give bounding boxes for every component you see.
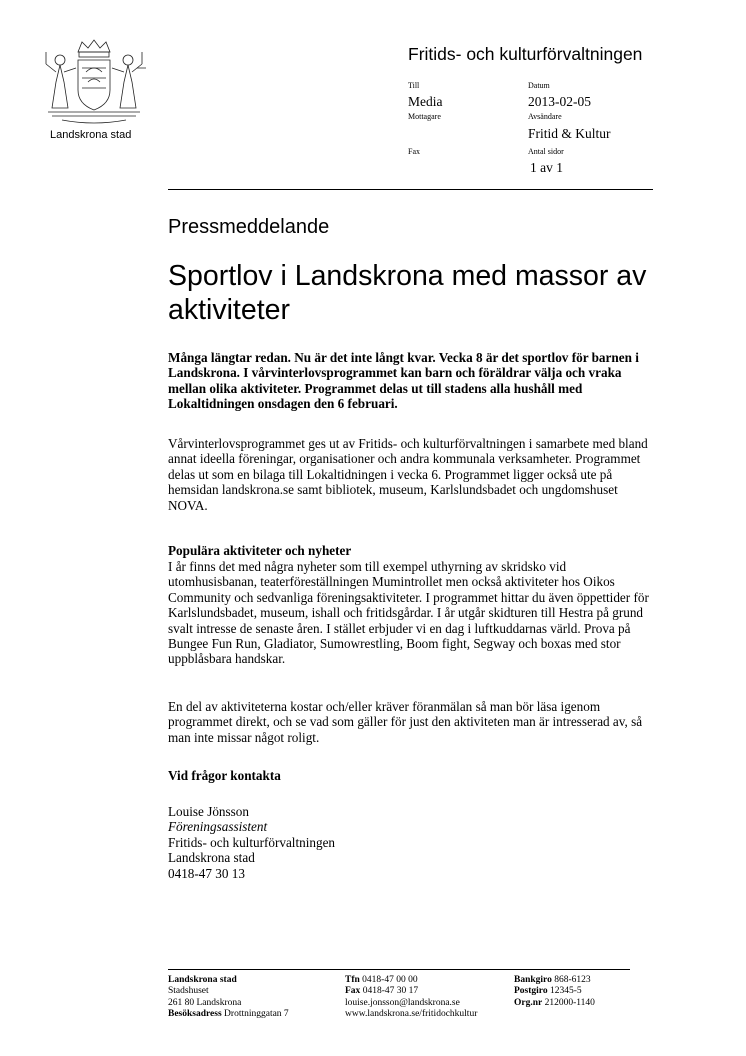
- footer-visit-label: Besöksadress: [168, 1008, 222, 1019]
- avsandare-label: Avsändare: [528, 112, 562, 121]
- datum-label: Datum: [528, 81, 550, 90]
- footer-divider: [168, 969, 630, 970]
- logo-text: Landskrona stad: [50, 129, 132, 141]
- avsandare-value: Fritid & Kultur: [528, 126, 611, 141]
- department-name: Fritids- och kulturförvaltningen: [408, 44, 643, 64]
- footer-bankgiro-label: Bankgiro: [514, 975, 552, 985]
- footer-postal: 261 80 Landskrona: [168, 997, 242, 1008]
- mottagare-label: Mottagare: [408, 112, 441, 121]
- datum-value: 2013-02-05: [528, 94, 591, 109]
- contact-heading: Vid frågor kontakta: [168, 768, 281, 783]
- fax-label: Fax: [408, 147, 420, 156]
- footer-orgnr-label: Org.nr: [514, 997, 543, 1008]
- till-label: Till: [408, 81, 420, 90]
- document-kind: Pressmeddelande: [168, 216, 330, 238]
- till-value: Media: [408, 94, 443, 109]
- footer-orgnr-value: 212000-1140: [544, 997, 595, 1008]
- footer-email-link[interactable]: louise.jonsson@landskrona.se: [345, 997, 460, 1008]
- antal-sidor-label: Antal sidor: [528, 147, 564, 156]
- footer-postgiro-label: Postgiro: [514, 986, 548, 997]
- footer-contact: [345, 975, 477, 1020]
- footer-postgiro-value: 12345-5: [549, 986, 582, 997]
- footer-bankgiro-value: 868-6123: [554, 975, 591, 985]
- section-heading: Populära aktiviteter och nyheter: [168, 543, 352, 558]
- footer-bank: [514, 975, 595, 1009]
- city-logo: [38, 38, 150, 126]
- footer-visit-value: Drottninggatan 7: [224, 1008, 289, 1019]
- footer-address: [168, 975, 289, 1020]
- contact-name: Louise Jönsson: [168, 804, 249, 819]
- contact-city: Landskrona stad: [168, 850, 255, 866]
- press-title: Sportlov i Landskrona med massor av aktiviteter: [168, 260, 647, 326]
- antal-sidor-value: 1 av 1: [530, 160, 563, 175]
- footer-tfn-value: 0418-47 00 00: [362, 975, 418, 985]
- contact-block: [168, 804, 658, 881]
- body-paragraph-2: I år finns det med några nyheter som till exempel uthyrning av skridsko vid utomhusisbanan, teaterföreställningen Mumintrollet men också aktiviteter hos Oikos Community och sedvanliga föreningsaktiviteter. I programmet hittar du även öppettider för Karlslundsbadet, museum, ishall och fritidsgårdar. I år utgår skidturen till Hestra på grund svalt intresse de senaste åren. I stället erbjuder vi en dag i luftkuddarnas värld. Prova på Bungee Fun Run, Gladiator, Sumowrestling, Boom fight, Segway och boxas med stor uppblåsbara handskar.: [168, 559, 649, 667]
- contact-org: Fritids- och kulturförvaltningen: [168, 834, 336, 850]
- contact-role: Föreningsassistent: [168, 819, 268, 835]
- intro-paragraph: Många längtar redan. Nu är det inte långt kvar. Vecka 8 är det sportlov för barnen i Landskrona. I vårvinterlovsprogrammet kan barn och föräldrar välja och vraka mellan olika aktiviteter. Programmet delas ut till stadens alla hushåll med Lokaltidningen onsdagen den 6 februari.: [168, 350, 639, 412]
- header-divider: [168, 189, 653, 190]
- footer-tfn-label: Tfn: [345, 975, 360, 985]
- coat-of-arms-icon: [42, 38, 146, 126]
- footer-fax-value: 0418-47 30 17: [362, 986, 419, 997]
- footer-building: Stadshuset: [168, 986, 209, 997]
- contact-phone: 0418-47 30 13: [168, 865, 245, 881]
- footer-fax-label: Fax: [345, 986, 361, 997]
- footer-org-name: Landskrona stad: [168, 975, 237, 985]
- body-paragraph-1: Vårvinterlovsprogrammet ges ut av Fritids- och kulturförvaltningen i samarbete med bland annat ideella föreningar, organisationer och andra kommunala verksamheter. Programmet delas ut som en bilaga till Lokaltidningen i vecka 6. Programmet ligger också ute på hemsidan landskrona.se samt bibliotek, museum, Karlslundsbadet och ungdomshuset NOVA.: [168, 436, 648, 513]
- body-paragraph-3: En del av aktiviteterna kostar och/eller kräver föranmälan så man bör läsa igenom programmet direkt, och se vad som gäller för just den aktiviteten man är intresserad av, så man inte missar något roligt.: [168, 699, 643, 745]
- footer-web-link[interactable]: www.landskrona.se/fritidochkultur: [345, 1008, 478, 1019]
